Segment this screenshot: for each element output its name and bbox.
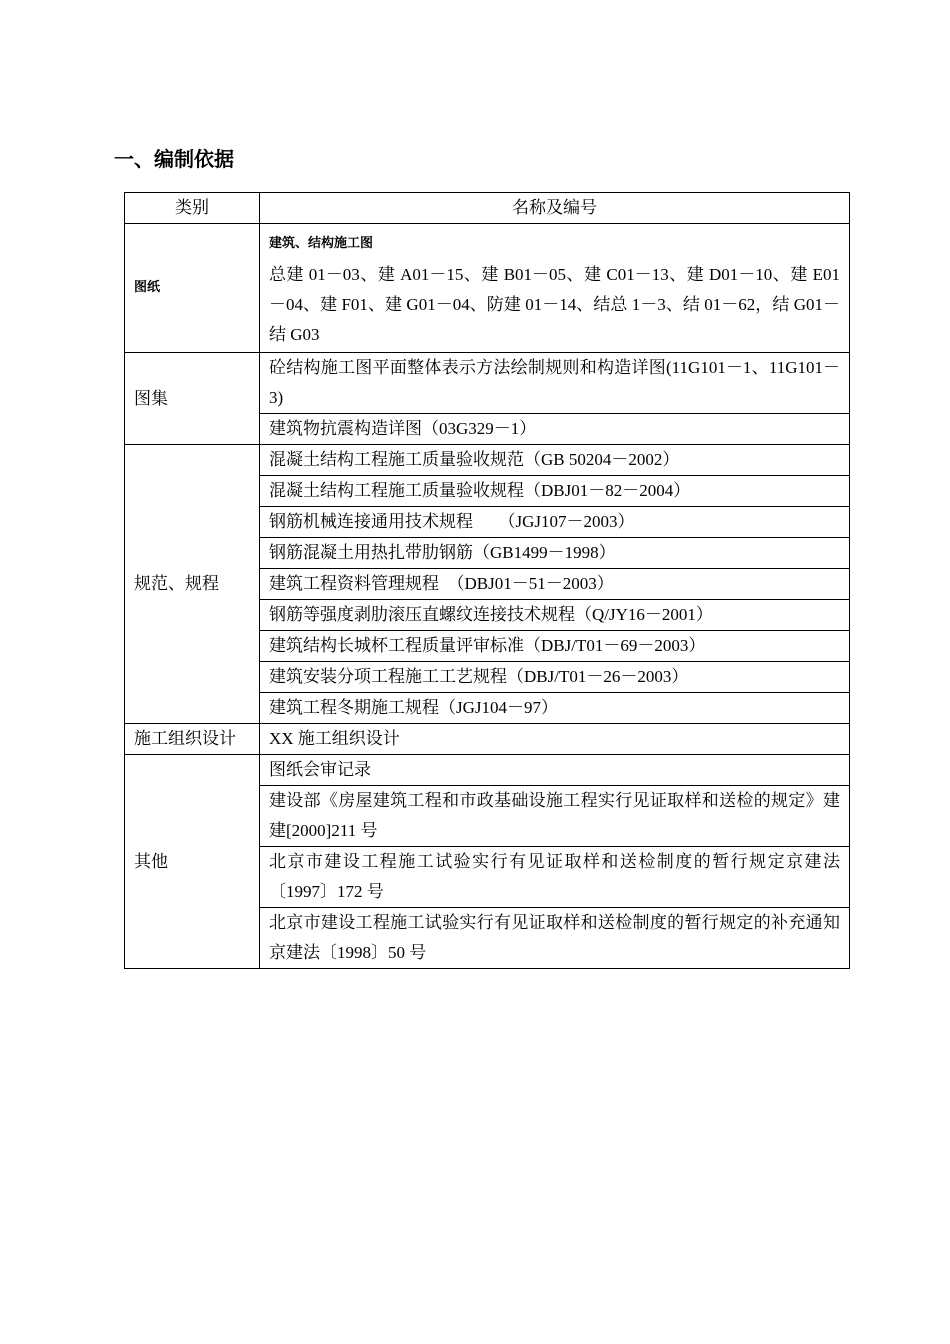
category-atlas: 图集	[125, 353, 260, 445]
list-item: 北京市建设工程施工试验实行有见证取样和送检制度的暂行规定的补充通知京建法〔1998〕50 号	[260, 908, 850, 969]
list-item: 钢筋混凝土用热扎带肋钢筋（GB1499－1998）	[260, 538, 850, 569]
table-header-row	[125, 193, 850, 224]
category-codes: 规范、规程	[125, 445, 260, 724]
list-item: 混凝土结构工程施工质量验收规程（DBJ01－82－2004）	[260, 476, 850, 507]
table-row-codes	[125, 445, 850, 476]
table-row-others	[125, 755, 850, 786]
list-item: 建设部《房屋建筑工程和市政基础设施工程实行见证取样和送检的规定》建建[2000]211 号	[260, 786, 850, 847]
table-row-drawings	[125, 224, 850, 353]
list-item: 建筑结构长城杯工程质量评审标准（DBJ/T01－69－2003）	[260, 631, 850, 662]
list-item: 建筑安装分项工程施工工艺规程（DBJ/T01－26－2003）	[260, 662, 850, 693]
section-heading: 一、编制依据	[114, 147, 234, 171]
table-row-atlas	[125, 353, 850, 414]
list-item: 北京市建设工程施工试验实行有见证取样和送检制度的暂行规定京建法〔1997〕172 号	[260, 847, 850, 908]
list-item: 建筑物抗震构造详图（03G329－1）	[260, 414, 850, 445]
category-org-design: 施工组织设计	[125, 724, 260, 755]
list-item: 钢筋机械连接通用技术规程 （JGJ107－2003）	[260, 507, 850, 538]
list-item: 图纸会审记录	[260, 755, 850, 786]
list-item: 建筑工程冬期施工规程（JGJ104－97）	[260, 693, 850, 724]
list-item: 砼结构施工图平面整体表示方法绘制规则和构造详图(11G101－1、11G101－3)	[260, 353, 850, 414]
drawings-cell	[260, 224, 850, 353]
header-category: 类别	[125, 193, 260, 224]
header-name: 名称及编号	[260, 193, 850, 224]
list-item: 钢筋等强度剥肋滚压直螺纹连接技术规程（Q/JY16－2001）	[260, 600, 850, 631]
basis-table	[124, 192, 850, 969]
table-row-org-design	[125, 724, 850, 755]
list-item: 建筑工程资料管理规程 （DBJ01－51－2003）	[260, 569, 850, 600]
list-item: XX 施工组织设计	[260, 724, 850, 755]
drawings-subtitle: 建筑、结构施工图	[269, 236, 374, 251]
list-item: 混凝土结构工程施工质量验收规范（GB 50204－2002）	[260, 445, 850, 476]
drawings-list: 总建 01－03、建 A01－15、建 B01－05、建 C01－13、建 D01－10、建 E01－04、建 F01、建 G01－04、防建 01－14、结总 1－3、结 01－62，结 G01－结 G03	[269, 265, 840, 344]
category-drawings: 图纸	[125, 224, 260, 353]
category-others: 其他	[125, 755, 260, 969]
